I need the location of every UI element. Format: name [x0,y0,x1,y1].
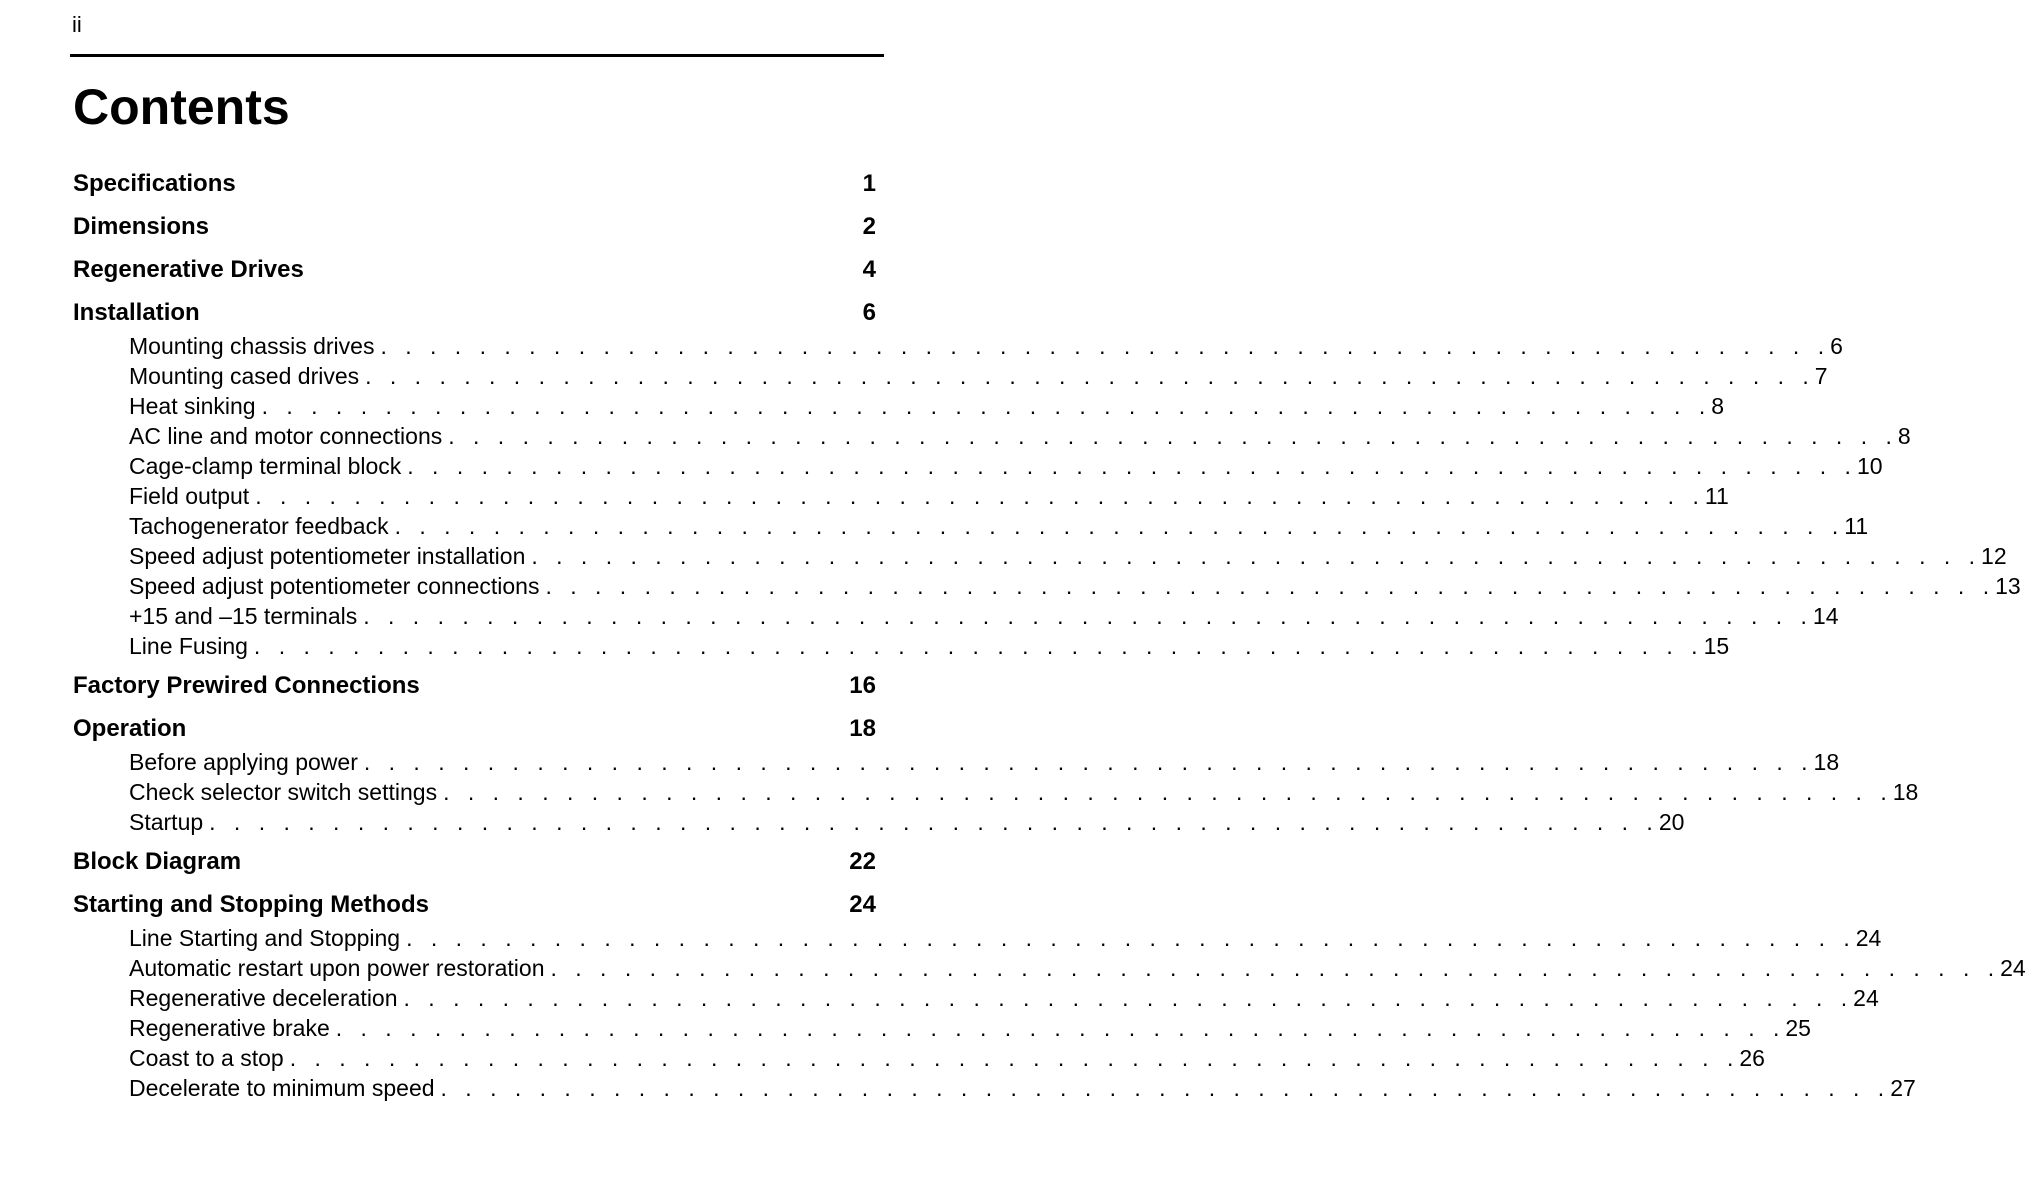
chapter-title: Block Diagram [73,848,242,875]
dot-leader: . . . . . . . . . . . . . . . . . . . . . . . . . . . . . . . . . . . . . . . . . . . . . . . . . . . . . . . . . . . [403,985,1854,1011]
page-number: ii [72,12,82,37]
chapter-page-number: 1 [862,170,876,197]
dot-leader: . . . . . . . . . . . . . . . . . . . . . . . . . . . . . . . . . . . . . . . . . . . . . . . . . . . . . . . . . . . [448,423,1898,449]
toc-subentry[interactable] [129,421,1911,451]
subentry-title: Mounting cased drives [129,363,360,389]
toc-chapter-entry[interactable] [73,711,876,747]
page-title: Contents [73,79,290,135]
dot-leader: . . . . . . . . . . . . . . . . . . . . . . . . . . . . . . . . . . . . . . . . . . . . . . . . . . . . . . . . . . . [443,779,1893,805]
subentry-title: Line Fusing [129,633,248,659]
toc-section [73,295,2021,661]
subentry-title: Line Starting and Stopping [129,925,401,951]
subentry-page-number: 18 [1813,749,1840,775]
subentry-title: Coast to a stop [129,1045,284,1071]
toc-section [73,887,2026,1103]
toc-subentry[interactable] [129,571,2021,601]
subentry-title: Cage-clamp terminal block [129,453,402,479]
toc-section [73,252,876,288]
toc-section [73,209,876,245]
chapter-title: Operation [73,715,187,742]
subentry-page-number: 13 [1995,573,2021,599]
subentry-page-number: 12 [1981,543,2007,569]
dot-leader: . . . . . . . . . . . . . . . . . . . . . . . . . . . . . . . . . . . . . . . . . . . . . . . . . . . . . . . . . . . [363,603,1813,629]
subentry-title: Before applying power [129,749,358,775]
dot-leader: . . . . . . . . . . . . . . . . . . . . . . . . . . . . . . . . . . . . . . . . . . . . . . . . . . . . . . . . . . . [255,483,1705,509]
subentry-title: Startup [129,809,204,835]
subentry-title: +15 and –15 terminals [129,603,358,629]
toc-subentry[interactable] [129,807,1685,837]
dot-leader: . . . . . . . . . . . . . . . . . . . . . . . . . . . . . . . . . . . . . . . . . . . . . . . . . . . . . . . . . . . [365,363,1815,389]
chapter-title: Starting and Stopping Methods [73,891,429,918]
dot-leader: . . . . . . . . . . . . . . . . . . . . . . . . . . . . . . . . . . . . . . . . . . . . . . . . . . . . . . . . . . . [253,633,1704,659]
toc-subentry[interactable] [129,747,1840,777]
subentry-page-number: 8 [1711,393,1725,419]
subentry-page-number: 11 [1844,513,1869,539]
subentry-page-number: 27 [1890,1075,1916,1101]
toc-subentry[interactable] [129,481,1729,511]
subentry-title: Speed adjust potentiometer connections [129,573,540,599]
toc-chapter-entry[interactable] [73,209,876,245]
toc-section [73,844,876,880]
chapter-page-number: 4 [862,256,876,283]
toc-chapter-entry[interactable] [73,668,876,704]
subentry-page-number: 26 [1739,1045,1765,1071]
toc-subentry[interactable] [129,391,1725,421]
toc-section [73,711,1919,837]
subentry-page-number: 24 [1855,925,1882,951]
toc-chapter-entry[interactable] [73,166,876,202]
subentry-page-number: 11 [1704,483,1729,509]
toc-subentry[interactable] [129,601,1839,631]
chapter-page-number: 24 [849,891,876,918]
toc-subentry[interactable] [129,451,1883,481]
dot-leader: . . . . . . . . . . . . . . . . . . . . . . . . . . . . . . . . . . . . . . . . . . . . . . . . . . . . . . . . . . . [394,513,1845,539]
dot-leader: . . . . . . . . . . . . . . . . . . . . . . . . . . . . . . . . . . . . . . . . . . . . . . . . . . . . . . . . . . . [209,809,1659,835]
dot-leader: . . . . . . . . . . . . . . . . . . . . . . . . . . . . . . . . . . . . . . . . . . . . . . . . . . . . . . . . . . . [289,1045,1740,1071]
chapter-title: Dimensions [73,213,210,240]
toc-subentry[interactable] [129,923,1882,953]
dot-leader: . . . . . . . . . . . . . . . . . . . . . . . . . . . . . . . . . . . . . . . . . . . . . . . . . . . . . . . . . . . [335,1015,1786,1041]
toc-subentry[interactable] [129,511,1869,541]
chapter-page-number: 6 [862,299,876,326]
toc-subentry[interactable] [129,541,2007,571]
toc-chapter-entry[interactable] [73,252,876,288]
subentry-title: AC line and motor connections [129,423,443,449]
chapter-title: Specifications [73,170,236,197]
subentry-page-number: 14 [1812,603,1839,629]
toc-chapter-entry[interactable] [73,295,876,331]
toc-subentry[interactable] [129,331,1843,361]
subentry-title: Speed adjust potentiometer installation [129,543,526,569]
dot-leader: . . . . . . . . . . . . . . . . . . . . . . . . . . . . . . . . . . . . . . . . . . . . . . . . . . . . . . . . . . . [380,333,1831,359]
table-of-contents [73,166,2026,1110]
toc-subentry[interactable] [129,1043,1765,1073]
toc-section [73,166,876,202]
toc-section [73,668,876,704]
subentry-title: Field output [129,483,250,509]
subentry-title: Check selector switch settings [129,779,438,805]
toc-subentry[interactable] [129,361,1828,391]
subentry-page-number: 7 [1814,363,1828,389]
toc-subentry[interactable] [129,983,1879,1013]
subentry-page-number: 10 [1856,453,1883,479]
chapter-page-number: 18 [849,715,876,742]
subentry-page-number: 20 [1658,809,1685,835]
toc-subentry[interactable] [129,631,1730,661]
toc-subentry[interactable] [129,777,1919,807]
toc-chapter-entry[interactable] [73,844,876,880]
subentry-page-number: 15 [1703,633,1730,659]
subentry-page-number: 24 [1853,985,1879,1011]
toc-subentry[interactable] [129,1013,1811,1043]
subentry-page-number: 24 [2000,955,2026,981]
subentry-title: Heat sinking [129,393,256,419]
subentry-page-number: 18 [1892,779,1919,805]
dot-leader: . . . . . . . . . . . . . . . . . . . . . . . . . . . . . . . . . . . . . . . . . . . . . . . . . . . . . . . . . . . [407,453,1857,479]
chapter-page-number: 16 [849,672,876,699]
chapter-title: Installation [73,299,200,326]
subentry-title: Mounting chassis drives [129,333,375,359]
subentry-title: Decelerate to minimum speed [129,1075,435,1101]
chapter-title: Regenerative Drives [73,256,304,283]
subentry-page-number: 8 [1897,423,1911,449]
subentry-title: Automatic restart upon power restoration [129,955,545,981]
dot-leader: . . . . . . . . . . . . . . . . . . . . . . . . . . . . . . . . . . . . . . . . . . . . . . . . . . . . . . . . . . . [440,1075,1891,1101]
dot-leader: . . . . . . . . . . . . . . . . . . . . . . . . . . . . . . . . . . . . . . . . . . . . . . . . . . . . . . . . . . . [363,749,1814,775]
chapter-page-number: 2 [862,213,876,240]
subentry-page-number: 25 [1785,1015,1811,1041]
subentry-title: Tachogenerator feedback [129,513,389,539]
toc-subentry[interactable] [129,1073,1916,1103]
chapter-page-number: 22 [849,848,876,875]
chapter-title: Factory Prewired Connections [73,672,420,699]
toc-chapter-entry[interactable] [73,887,876,923]
toc-subentry[interactable] [129,953,2026,983]
subentry-title: Regenerative deceleration [129,985,398,1011]
dot-leader: . . . . . . . . . . . . . . . . . . . . . . . . . . . . . . . . . . . . . . . . . . . . . . . . . . . . . . . . . . . [531,543,1982,569]
dot-leader: . . . . . . . . . . . . . . . . . . . . . . . . . . . . . . . . . . . . . . . . . . . . . . . . . . . . . . . . . . . [545,573,1996,599]
subentry-page-number: 6 [1830,333,1843,359]
header-rule [70,54,884,57]
dot-leader: . . . . . . . . . . . . . . . . . . . . . . . . . . . . . . . . . . . . . . . . . . . . . . . . . . . . . . . . . . . [550,955,2001,981]
subentry-title: Regenerative brake [129,1015,330,1041]
dot-leader: . . . . . . . . . . . . . . . . . . . . . . . . . . . . . . . . . . . . . . . . . . . . . . . . . . . . . . . . . . . [406,925,1856,951]
dot-leader: . . . . . . . . . . . . . . . . . . . . . . . . . . . . . . . . . . . . . . . . . . . . . . . . . . . . . . . . . . . [261,393,1712,419]
